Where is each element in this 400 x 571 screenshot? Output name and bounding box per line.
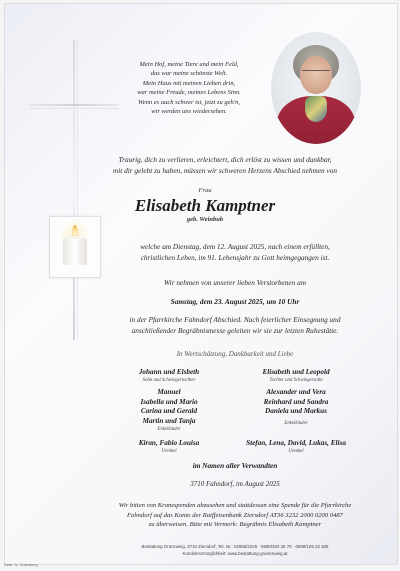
cross-horizontal-shadow bbox=[29, 108, 119, 109]
portrait-photo bbox=[271, 32, 361, 144]
cross-vertical-beam bbox=[73, 40, 75, 340]
family-relation: Tochter und Schwiegersohn bbox=[269, 377, 323, 383]
cross-horizontal-beam bbox=[29, 104, 119, 106]
family-grandchildren-right bbox=[231, 388, 361, 427]
place-date: 3710 Fahndorf, im August 2025 bbox=[190, 480, 280, 488]
footer-condolence-link[interactable]: Kondolenzmöglichkeit: www.bestattung-gruenzweig.at bbox=[182, 551, 288, 557]
parte-sheet bbox=[4, 3, 398, 565]
poem-line: Mein Hof, meine Tiere und mein Feld, bbox=[139, 61, 239, 68]
family-names: Kiran, Fabio Louisa bbox=[138, 439, 200, 447]
family-relation: Urenkel bbox=[288, 448, 304, 454]
intro-line: Traurig, dich zu verlieren, erleichtert, dich erlöst zu wissen und dankbar, bbox=[118, 155, 332, 164]
family-names: Martin und Tanja bbox=[142, 417, 196, 426]
deceased-name: Elisabeth Kamptner bbox=[134, 196, 276, 215]
family-names: Manuel bbox=[157, 388, 181, 396]
family-relation: Sohn und Schwiegertochter bbox=[142, 377, 196, 383]
intro-text bbox=[65, 155, 385, 176]
family-relation: Enkelkinder bbox=[157, 426, 181, 432]
poem-line: Wenn es auch schwer ist, jetzt zu geh'n, bbox=[137, 98, 241, 106]
cross-vertical-shadow bbox=[77, 40, 78, 340]
donation-line: Wir bitten von Kranzspenden abzusehen und stattdessen eine Spende für die Pfarrkirche bbox=[118, 502, 352, 509]
family-great-grandchildren-left bbox=[115, 439, 223, 455]
death-info bbox=[105, 242, 365, 264]
family-names: Stefan, Lena, David, Lukas, Elisa bbox=[246, 439, 346, 447]
ceremony-line: in der Pfarrkirche Fahndorf Abschied. Nach feierlicher Einsegnung und bbox=[129, 315, 341, 324]
poem-line: war meine Freude, meines Lebens Sinn. bbox=[137, 89, 241, 97]
relatives-line: im Namen aller Verwandten bbox=[192, 461, 278, 470]
family-names: Johann und Elsbeth bbox=[138, 368, 200, 376]
donation-line: zu überweisen. Bitte mit Vermerk: Begräbnis Elisabeth Kamptner bbox=[148, 521, 322, 529]
family-grandchildren-left bbox=[115, 388, 223, 433]
title-prefix: Frau bbox=[198, 187, 212, 194]
family-names: Daniela und Markus bbox=[265, 407, 327, 416]
death-info-line: welche am Dienstag, dem 12. August 2025, nach einem erfüllten, bbox=[140, 242, 330, 251]
family-daughter bbox=[231, 368, 361, 384]
family-relation: Enkelkinder bbox=[284, 421, 308, 427]
poem-line: Mein Haus mit meinen Lieben drin, bbox=[142, 79, 236, 87]
poem-line: das war meine schönste Welt. bbox=[150, 70, 228, 78]
intro-line: mit dir gelebt zu haben, müssen wir schweren Herzens Abschied nehmen von bbox=[112, 165, 338, 175]
poem-line: wir werden uns wiedersehen. bbox=[151, 108, 227, 116]
family-relation: Urenkel bbox=[161, 448, 177, 454]
donation-line: Fahndorf auf das Konto der Raiffeisenbank Ziersdorf AT36 3232 2000 0200 0487 bbox=[127, 511, 343, 519]
family-names: Alexander und Vera bbox=[266, 388, 326, 396]
maiden-name: geb. Weinbub bbox=[186, 216, 224, 223]
family-names: Isabella und Mario bbox=[140, 397, 198, 406]
family-names: Carina und Gerald bbox=[140, 407, 198, 416]
poem bbox=[117, 60, 261, 117]
funeral-home-footer bbox=[97, 543, 373, 557]
family-names: Reinhard und Sandra bbox=[263, 397, 329, 406]
footer-contact: Bestattung Grünzweig, 3710 Ziersdorf, Tel. Nr.: 02956/2226 · 0680/320 26 70 · 0699/125 22 485 bbox=[141, 544, 329, 549]
death-info-line: christlichen Leben, im 91. Lebensjahr zu Gott heimgegangen ist. bbox=[140, 252, 330, 262]
family-names: Elisabeth und Leopold bbox=[262, 368, 330, 376]
print-reference: Gedr. IV. Gutenberg bbox=[4, 563, 38, 567]
candle-icon bbox=[49, 216, 101, 278]
donation-text bbox=[95, 501, 375, 530]
gratitude-line: In Wertschätzung, Dankbarkeit und Liebe bbox=[176, 350, 294, 358]
farewell-intro: Wir nehmen von unserer lieben Verstorbenen am bbox=[164, 278, 306, 287]
funeral-date: Samstag, dem 23. August 2025, um 10 Uhr bbox=[170, 297, 300, 306]
family-great-grandchildren-right bbox=[231, 439, 361, 455]
family-son bbox=[115, 368, 223, 384]
ceremony-text bbox=[95, 315, 375, 337]
ceremony-line: anschließender Begräbnismesse geleiten wir sie zur letzten Ruhestätte. bbox=[131, 325, 339, 335]
